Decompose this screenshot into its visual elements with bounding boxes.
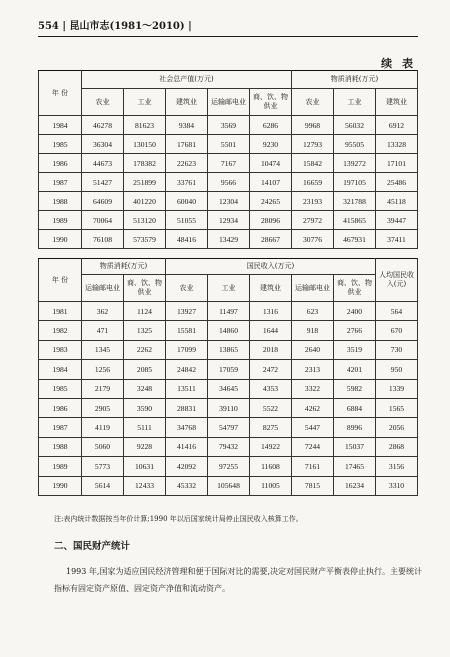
body-paragraph: 1993 年,国家为适应国民经济管理和便于国际对比的需要,决定对国民财产平衡表停止执行。主要统计指标有固定资产原值、固定资产净值和流动资产。 (54, 567, 422, 593)
table-note: 注:表内统计数据按当年价计算;1990 年以后国家统计局停止国民收入核算工作。 (54, 515, 303, 523)
value-cell: 321788 (334, 192, 376, 211)
column-header: 运输邮电业 (292, 275, 334, 302)
value-cell: 12793 (292, 135, 334, 154)
value-cell: 2262 (124, 340, 166, 359)
value-cell: 56032 (334, 116, 376, 135)
value-cell: 45118 (376, 192, 418, 211)
value-cell: 13927 (166, 302, 208, 321)
value-cell: 17681 (166, 135, 208, 154)
value-cell: 14107 (250, 173, 292, 192)
value-cell: 9566 (208, 173, 250, 192)
value-cell: 54797 (208, 418, 250, 437)
value-cell: 9384 (166, 116, 208, 135)
section-title: 二、国民财产统计 (54, 541, 131, 552)
value-cell: 1316 (250, 302, 292, 321)
value-cell: 10474 (250, 154, 292, 173)
value-cell: 6286 (250, 116, 292, 135)
year-header: 年 份 (39, 259, 82, 302)
value-cell: 3248 (124, 379, 166, 398)
value-cell: 41416 (166, 437, 208, 456)
value-cell: 197105 (334, 173, 376, 192)
value-cell: 2056 (376, 418, 418, 437)
value-cell: 60040 (166, 192, 208, 211)
value-cell: 48416 (166, 230, 208, 249)
material-income-table (38, 258, 418, 496)
header-separator: | (188, 21, 192, 32)
value-cell: 1345 (82, 340, 124, 359)
value-cell: 5982 (334, 379, 376, 398)
value-cell: 5111 (124, 418, 166, 437)
value-cell: 15037 (334, 437, 376, 456)
table-row (39, 379, 418, 398)
value-cell: 27972 (292, 211, 334, 230)
column-header: 农业 (166, 275, 208, 302)
value-cell: 6912 (376, 116, 418, 135)
value-cell: 573579 (124, 230, 166, 249)
column-header: 商、饮、物供业 (250, 89, 292, 116)
year-cell: 1985 (39, 379, 82, 398)
value-cell: 16659 (292, 173, 334, 192)
table-row (39, 230, 418, 249)
value-cell: 139272 (334, 154, 376, 173)
value-cell: 105648 (208, 476, 250, 495)
column-header: 农业 (82, 89, 124, 116)
column-header: 建筑业 (250, 275, 292, 302)
value-cell: 24265 (250, 192, 292, 211)
value-cell: 28096 (250, 211, 292, 230)
income-group-header: 国民收入(万元) (166, 259, 376, 275)
value-cell: 13429 (208, 230, 250, 249)
value-cell: 2640 (292, 340, 334, 359)
header-rule (38, 36, 418, 37)
material-group-header: 物质消耗(万元) (292, 71, 418, 89)
value-cell: 670 (376, 321, 418, 340)
value-cell: 34768 (166, 418, 208, 437)
value-cell: 564 (376, 302, 418, 321)
value-cell: 70064 (82, 211, 124, 230)
year-cell: 1982 (39, 321, 82, 340)
year-cell: 1984 (39, 360, 82, 379)
value-cell: 11497 (208, 302, 250, 321)
table-row (39, 321, 418, 340)
value-cell: 13865 (208, 340, 250, 359)
year-cell: 1987 (39, 418, 82, 437)
value-cell: 4262 (292, 398, 334, 417)
value-cell: 10631 (124, 457, 166, 476)
value-cell: 14860 (208, 321, 250, 340)
value-cell: 76108 (82, 230, 124, 249)
value-cell: 5614 (82, 476, 124, 495)
value-cell: 3590 (124, 398, 166, 417)
table-row (39, 418, 418, 437)
value-cell: 39447 (376, 211, 418, 230)
book-title: 昆山市志(1981～2010) (69, 21, 185, 32)
value-cell: 467931 (334, 230, 376, 249)
value-cell: 17059 (208, 360, 250, 379)
value-cell: 13511 (166, 379, 208, 398)
per-capita-header: 人均国民收入(元) (376, 259, 418, 302)
value-cell: 14922 (250, 437, 292, 456)
value-cell: 97255 (208, 457, 250, 476)
value-cell: 51427 (82, 173, 124, 192)
gdp-material-table (38, 70, 418, 249)
value-cell: 8996 (334, 418, 376, 437)
value-cell: 1644 (250, 321, 292, 340)
page-number: 554 (38, 21, 59, 32)
value-cell: 51055 (166, 211, 208, 230)
value-cell: 251899 (124, 173, 166, 192)
value-cell: 9228 (124, 437, 166, 456)
value-cell: 9968 (292, 116, 334, 135)
value-cell: 1565 (376, 398, 418, 417)
continued-label: 续 表 (381, 57, 416, 70)
value-cell: 950 (376, 360, 418, 379)
value-cell: 12433 (124, 476, 166, 495)
value-cell: 8275 (250, 418, 292, 437)
running-header (38, 20, 418, 34)
value-cell: 2085 (124, 360, 166, 379)
value-cell: 4353 (250, 379, 292, 398)
value-cell: 24842 (166, 360, 208, 379)
value-cell: 79432 (208, 437, 250, 456)
column-header: 农业 (292, 89, 334, 116)
table-row (39, 302, 418, 321)
value-cell: 1325 (124, 321, 166, 340)
table-row (39, 340, 418, 359)
value-cell: 25486 (376, 173, 418, 192)
value-cell: 37411 (376, 230, 418, 249)
value-cell: 11608 (250, 457, 292, 476)
column-header: 工业 (334, 89, 376, 116)
value-cell: 4201 (334, 360, 376, 379)
value-cell: 2018 (250, 340, 292, 359)
year-cell: 1989 (39, 457, 82, 476)
value-cell: 2905 (82, 398, 124, 417)
value-cell: 28831 (166, 398, 208, 417)
column-header: 商、饮、物供业 (124, 275, 166, 302)
table-row (39, 476, 418, 495)
value-cell: 42092 (166, 457, 208, 476)
column-header: 运输邮电业 (208, 89, 250, 116)
value-cell: 1339 (376, 379, 418, 398)
table-row (39, 173, 418, 192)
value-cell: 415865 (334, 211, 376, 230)
value-cell: 2400 (334, 302, 376, 321)
value-cell: 4119 (82, 418, 124, 437)
year-cell: 1990 (39, 230, 82, 249)
value-cell: 6884 (334, 398, 376, 417)
value-cell: 95505 (334, 135, 376, 154)
value-cell: 5773 (82, 457, 124, 476)
gdp-group-header: 社会总产值(万元) (82, 71, 292, 89)
value-cell: 39110 (208, 398, 250, 417)
value-cell: 401220 (124, 192, 166, 211)
value-cell: 513120 (124, 211, 166, 230)
table-row (39, 457, 418, 476)
table-row (39, 398, 418, 417)
value-cell: 34645 (208, 379, 250, 398)
year-cell: 1990 (39, 476, 82, 495)
value-cell: 3310 (376, 476, 418, 495)
column-header: 建筑业 (376, 89, 418, 116)
value-cell: 5501 (208, 135, 250, 154)
value-cell: 130150 (124, 135, 166, 154)
value-cell: 9230 (250, 135, 292, 154)
value-cell: 362 (82, 302, 124, 321)
value-cell: 23193 (292, 192, 334, 211)
value-cell: 2868 (376, 437, 418, 456)
column-header: 工业 (124, 89, 166, 116)
year-cell: 1989 (39, 211, 82, 230)
value-cell: 30776 (292, 230, 334, 249)
value-cell: 13328 (376, 135, 418, 154)
table-row (39, 116, 418, 135)
value-cell: 730 (376, 340, 418, 359)
value-cell: 12934 (208, 211, 250, 230)
value-cell: 36304 (82, 135, 124, 154)
value-cell: 2179 (82, 379, 124, 398)
year-header: 年 份 (39, 71, 82, 116)
table-row (39, 135, 418, 154)
value-cell: 64609 (82, 192, 124, 211)
material-group-header: 物质消耗(万元) (82, 259, 166, 275)
value-cell: 2313 (292, 360, 334, 379)
year-cell: 1988 (39, 192, 82, 211)
value-cell: 2766 (334, 321, 376, 340)
table-row (39, 360, 418, 379)
value-cell: 22623 (166, 154, 208, 173)
table-row (39, 154, 418, 173)
column-header: 商、饮、物供业 (334, 275, 376, 302)
year-cell: 1986 (39, 154, 82, 173)
value-cell: 7815 (292, 476, 334, 495)
value-cell: 178382 (124, 154, 166, 173)
value-cell: 15581 (166, 321, 208, 340)
table-row (39, 437, 418, 456)
value-cell: 3569 (208, 116, 250, 135)
value-cell: 7167 (208, 154, 250, 173)
value-cell: 5522 (250, 398, 292, 417)
value-cell: 16234 (334, 476, 376, 495)
column-header: 运输邮电业 (82, 275, 124, 302)
table-row (39, 192, 418, 211)
value-cell: 3322 (292, 379, 334, 398)
table-row (39, 211, 418, 230)
year-cell: 1981 (39, 302, 82, 321)
value-cell: 7161 (292, 457, 334, 476)
value-cell: 623 (292, 302, 334, 321)
value-cell: 7244 (292, 437, 334, 456)
value-cell: 17099 (166, 340, 208, 359)
year-cell: 1986 (39, 398, 82, 417)
value-cell: 5447 (292, 418, 334, 437)
year-cell: 1985 (39, 135, 82, 154)
value-cell: 3519 (334, 340, 376, 359)
year-cell: 1988 (39, 437, 82, 456)
header-separator: | (62, 21, 70, 32)
value-cell: 11005 (250, 476, 292, 495)
value-cell: 1124 (124, 302, 166, 321)
value-cell: 1256 (82, 360, 124, 379)
year-cell: 1984 (39, 116, 82, 135)
value-cell: 17465 (334, 457, 376, 476)
value-cell: 918 (292, 321, 334, 340)
value-cell: 46278 (82, 116, 124, 135)
value-cell: 33761 (166, 173, 208, 192)
column-header: 建筑业 (166, 89, 208, 116)
value-cell: 15842 (292, 154, 334, 173)
value-cell: 81623 (124, 116, 166, 135)
value-cell: 471 (82, 321, 124, 340)
value-cell: 3156 (376, 457, 418, 476)
value-cell: 12304 (208, 192, 250, 211)
value-cell: 44673 (82, 154, 124, 173)
value-cell: 5060 (82, 437, 124, 456)
value-cell: 28667 (250, 230, 292, 249)
value-cell: 45332 (166, 476, 208, 495)
value-cell: 2472 (250, 360, 292, 379)
year-cell: 1987 (39, 173, 82, 192)
value-cell: 17101 (376, 154, 418, 173)
column-header: 工业 (208, 275, 250, 302)
year-cell: 1983 (39, 340, 82, 359)
